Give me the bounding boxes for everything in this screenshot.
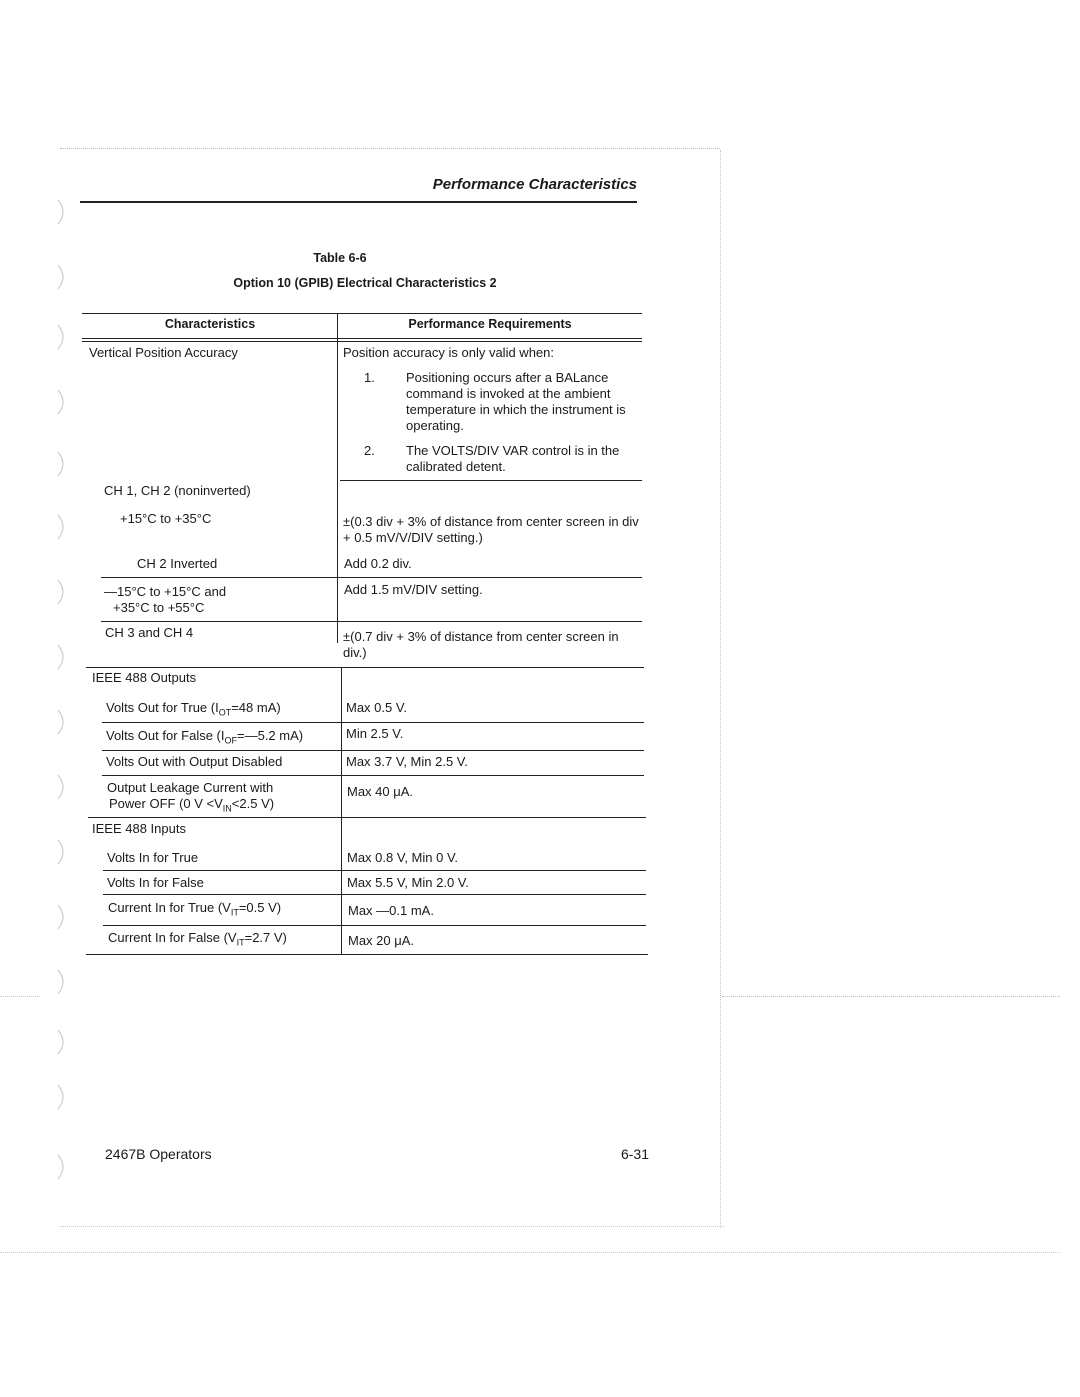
table-label: Table 6-6: [313, 251, 367, 265]
header-bottom-rule: [82, 338, 642, 339]
header-bottom-rule-2: [82, 341, 642, 342]
column-header-characteristics: Characteristics: [164, 317, 256, 331]
column-divider-lower: [341, 668, 342, 954]
condition-number: 2.: [364, 443, 375, 458]
row-leakage-requirement: Max 40 μA.: [347, 784, 414, 799]
row-ieee-outputs-label: IEEE 488 Outputs: [92, 670, 197, 685]
row-rule: [102, 722, 644, 723]
row-rule: [88, 817, 646, 818]
row-vertical-position-intro: Position accuracy is only valid when:: [343, 345, 554, 360]
row-current-in-false-label: Current In for False ($V_{IT}=2.7$ V): [108, 930, 287, 948]
condition-text: The VOLTS/DIV VAR control is in the calibrated detent.: [406, 443, 620, 474]
row-rule: [102, 750, 644, 751]
header-rule: [80, 201, 637, 203]
row-temp-15-35-label: +15°C to +35°C: [120, 511, 212, 526]
row-rule: [103, 894, 646, 895]
table-bottom-rule: [86, 954, 648, 955]
row-temp-ext-label-1: —15°C to +15°C and: [104, 584, 227, 599]
row-leakage-label-1: Output Leakage Current with: [107, 780, 274, 795]
row-volts-out-false-label: Volts Out for False ($I_{OF}=—5.2$ mA): [106, 728, 304, 746]
row-rule: [340, 480, 642, 481]
row-current-in-true-label: Current In for True ($V_{IT}=0.5$ V): [108, 900, 282, 918]
row-volts-out-disabled-label: Volts Out with Output Disabled: [106, 754, 283, 769]
row-volts-in-true-label: Volts In for True: [107, 850, 199, 865]
row-volts-out-true-requirement: Max 0.5 V.: [346, 700, 407, 715]
footer-page-number: 6-31: [620, 1146, 649, 1162]
row-volts-out-true-label: Volts Out for True ($I_{OT}=48$ mA): [106, 700, 281, 718]
row-ch34-label: CH 3 and CH 4: [105, 625, 194, 640]
row-temp-ext-requirement: Add 1.5 mV/DIV setting.: [344, 582, 483, 597]
row-temp-15-35-requirement: ±(0.3 div + 3% of distance from center screen in div + 0.5 mV/V/DIV setting.): [343, 514, 639, 545]
row-vertical-position-label: Vertical Position Accuracy: [89, 345, 238, 360]
scan-border-bottom: [60, 1226, 724, 1227]
row-volts-in-false-requirement: Max 5.5 V, Min 2.0 V.: [347, 875, 469, 890]
row-rule: [103, 870, 646, 871]
row-rule: [102, 775, 644, 776]
row-volts-in-false-label: Volts In for False: [107, 875, 204, 890]
row-rule: [101, 621, 642, 622]
row-ch12-label: CH 1, CH 2 (noninverted): [104, 483, 251, 498]
scan-line-left: [0, 996, 40, 997]
binder-holes: [48, 180, 78, 1200]
condition-number: 1.: [364, 370, 375, 385]
row-volts-out-disabled-requirement: Max 3.7 V, Min 2.5 V.: [346, 754, 468, 769]
table-title: Option 10 (GPIB) Electrical Characteristics 2: [233, 276, 497, 290]
row-ch34-requirement: ±(0.7 div + 3% of distance from center screen in div.): [343, 629, 619, 660]
condition-text: Positioning occurs after a BALance command is invoked at the ambient temperature in which the instrument is operating.: [406, 370, 626, 433]
row-temp-ext-label-2: +35°C to +55°C: [113, 600, 205, 615]
row-current-in-false-requirement: Max 20 μA.: [348, 933, 415, 948]
row-rule: [103, 925, 646, 926]
scan-page-edge: [720, 150, 721, 1228]
scan-border-bottom-outer: [0, 1252, 1060, 1253]
row-rule: [86, 667, 644, 668]
row-ch2-inverted-requirement: Add 0.2 div.: [344, 556, 412, 571]
running-title: Performance Characteristics: [432, 176, 637, 193]
column-divider-upper: [337, 313, 338, 643]
column-header-requirements: Performance Requirements: [408, 317, 572, 331]
row-leakage-label-2: Power OFF (0 $V <V_{IN}<2.5$ V): [109, 796, 275, 814]
row-volts-out-false-requirement: Min 2.5 V.: [346, 726, 404, 741]
footer-manual-name: 2467B Operators: [105, 1146, 212, 1162]
table-top-rule: [82, 313, 642, 314]
scan-border-top: [60, 148, 720, 149]
row-ch2-inverted-label: CH 2 Inverted: [137, 556, 218, 571]
scan-line-right: [722, 996, 1060, 997]
row-current-in-true-requirement: Max —0.1 mA.: [348, 903, 434, 918]
row-ieee-inputs-label: IEEE 488 Inputs: [92, 821, 186, 836]
row-volts-in-true-requirement: Max 0.8 V, Min 0 V.: [347, 850, 459, 865]
row-rule: [101, 577, 642, 578]
